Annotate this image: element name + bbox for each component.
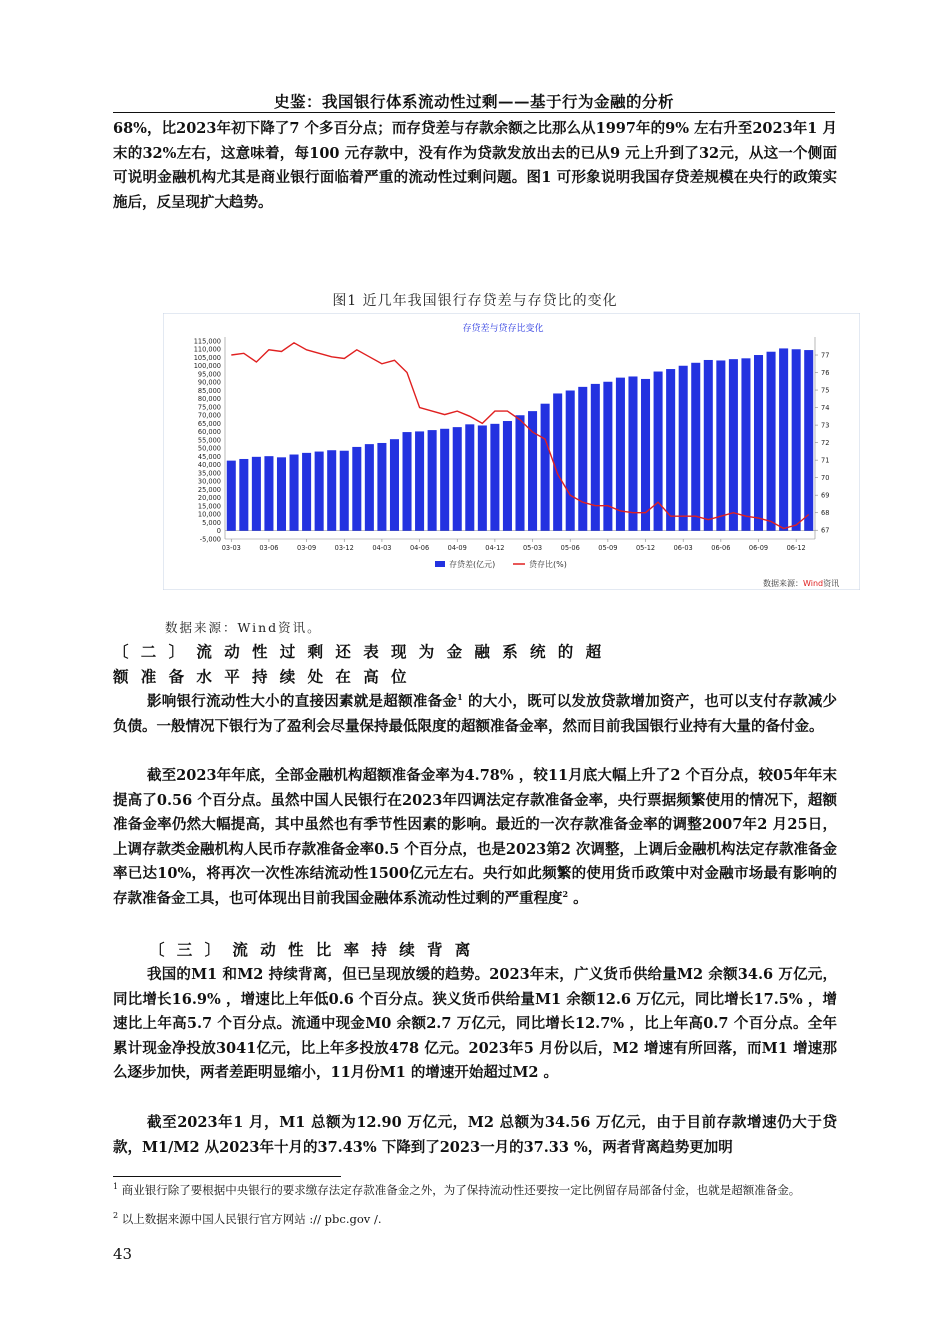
bar [628, 376, 637, 530]
paragraph-excess-reserve-1 [113, 690, 837, 739]
left-axis-tick-label: 80,000 [197, 395, 221, 404]
left-axis-tick-label: 55,000 [197, 436, 221, 445]
left-axis-tick-label: 15,000 [197, 502, 221, 511]
right-axis-tick-label: 69 [821, 491, 830, 500]
left-axis-tick-label: 65,000 [197, 419, 221, 428]
x-axis-tick-label: 05-03 [522, 544, 543, 552]
left-axis-tick-label: 75,000 [197, 403, 221, 412]
section-heading-2-line1: 〔二〕流动性过剩还表现为金融系统的超 [113, 642, 614, 661]
left-axis-tick-label: 0 [216, 527, 221, 536]
bar [440, 429, 449, 531]
bar [277, 457, 286, 530]
left-axis-tick-label: 25,000 [197, 485, 221, 494]
right-axis-tick-label: 67 [821, 526, 830, 535]
bar [553, 393, 562, 530]
left-axis-tick-label: 105,000 [193, 353, 221, 362]
left-axis-tick-label: 30,000 [197, 477, 221, 486]
bar [754, 355, 763, 531]
figure-caption: 图1 近几年我国银行存贷差与存贷比的变化 [332, 293, 618, 309]
bar [591, 384, 600, 531]
bar [578, 387, 587, 531]
bar [453, 427, 462, 531]
bar [679, 366, 688, 531]
bar [654, 372, 663, 531]
footnote-1 [113, 1184, 837, 1197]
left-axis-tick-label: 20,000 [197, 494, 221, 503]
left-axis-tick-label: 110,000 [193, 345, 221, 354]
left-axis-tick-label: 100,000 [193, 362, 221, 371]
bar [779, 348, 788, 530]
x-axis-tick-label: 06-03 [673, 544, 693, 552]
footnote-ref-2: 2 [562, 889, 569, 900]
bar [804, 350, 813, 531]
right-axis-tick-label: 70 [821, 473, 830, 482]
bar [239, 459, 248, 531]
bar [490, 424, 499, 531]
bar [729, 359, 738, 531]
x-axis-tick-label: 03-12 [334, 544, 354, 552]
bar [641, 379, 650, 531]
footnote-ref-1: 1 [457, 692, 463, 703]
right-axis-tick-label: 76 [821, 368, 830, 377]
bar [691, 363, 700, 531]
chart-source-brand: Wind [803, 579, 824, 588]
footnote-text: 商业银行除了要根据中央银行的要求缴存法定存款准备金之外，为了保持流动性还要按一定比例留存局部备付金，也就是超额准备金。 [121, 1183, 801, 1197]
x-axis-tick-label: 06-09 [748, 544, 769, 552]
right-axis-tick-label: 77 [821, 351, 830, 360]
chart-source-prefix: 数据来源： [763, 579, 803, 588]
right-axis-tick-label: 68 [821, 509, 830, 518]
x-axis-tick-label: 04-06 [409, 544, 430, 552]
x-axis-tick-label: 04-09 [447, 544, 467, 552]
bar [741, 358, 750, 530]
intro-paragraph: 68%，比2023年初下降了7 个多百分点；而存贷差与存款余额之比那么从1997年的9% 左右升至2023年1 月末的32%左右，这意味着，每100 元存款中，没有作为贷款发放出去的已从9 元上升到了32元，从这一个侧面可说明金融机构尤其是商业银行面临着严重的流动性过剩问题。图1 可形象说明我国存贷差规模在央行的政策实施后，反呈现扩大趋势。 [113, 120, 837, 211]
bar [227, 461, 236, 531]
bar [666, 369, 675, 531]
section-heading-2-line2: 额准备水平持续处在高位 [113, 667, 419, 686]
legend-label-line: 贷存比(%) [529, 560, 567, 569]
bar [352, 447, 361, 531]
bar [340, 451, 349, 531]
bar [478, 425, 487, 530]
left-axis-tick-label: 90,000 [197, 378, 221, 387]
x-axis-tick-label: 06-06 [711, 544, 731, 552]
bar [503, 421, 512, 531]
left-axis-tick-label: -5,000 [199, 535, 221, 544]
bar [792, 349, 801, 531]
bar [465, 424, 474, 530]
bar [252, 457, 261, 531]
x-axis-tick-label: 03-03 [221, 544, 241, 552]
chart-svg [163, 313, 860, 590]
left-axis-tick-label: 5,000 [202, 518, 221, 527]
bar [716, 360, 725, 530]
right-axis-tick-label: 71 [821, 456, 830, 465]
bar [390, 439, 399, 531]
paragraph-m1-m2-1: 我国的M1 和M2 持续背离，但已呈现放缓的趋势。2023年末，广义货币供给量M2 余额34.6 万亿元，同比增长16.9% ，增速比上年低0.6 个百分点。狭义货币供给量M1 余额12.6 万亿元，同比增长17.5% ，增速比上年高5.7 个百分点。流通中现金M0 余额2.7 万亿元，同比增长12.7% ，比上年高0.7 个百分点。全年累计现金净投放3041亿元，比上年多投放478 亿元。2023年5 月份以后，M2 增速有所回落，而M1 增速那么逐步加快，两者差距明显缩小，11月份M1 的增速开始超过M2 。 [113, 966, 837, 1082]
bar [415, 431, 424, 530]
bar [403, 432, 412, 531]
left-axis-tick-label: 70,000 [197, 411, 221, 420]
bar [566, 391, 575, 531]
bar [541, 404, 550, 531]
bar [302, 453, 311, 531]
figure-1-chart [163, 313, 860, 590]
bar [290, 455, 299, 531]
legend-bar-swatch [435, 561, 445, 567]
x-axis-tick-label: 05-09 [598, 544, 618, 552]
x-axis-tick-label: 03-06 [259, 544, 279, 552]
paragraph-text: 截至2023年年底，全部金融机构超额准备金率为4.78% ，较11月底大幅上升了2 个百分点，较05年年末提高了0.56 个百分点。虽然中国人民银行在2023年四调法定存款准备金率，央行票据频繁使用的情况下，超额准备金率仍然大幅提高，其中虽然也有季节性因素的影响。最近的一次存款准备金率的调整2007年2 月25日，上调存款类金融机构人民币存款准备金率0.5 个百分点，也是2023第2 次调整，上调后金融机构法定存款准备金率已达10%，将再次一次性冻结流动性1500亿元左右。央行如此频繁的使用货币政策中对金融市场最有影响的存款准备金工具，也可体现出目前我国金融体系流动性过剩的严重程度 [113, 767, 837, 907]
bar [315, 452, 324, 531]
bar [767, 352, 776, 531]
bar [377, 443, 386, 531]
paragraph-text: 影响银行流动性大小的直接因素就是超额准备金 [147, 693, 458, 710]
left-axis-tick-label: 60,000 [197, 428, 221, 437]
paragraph-m1-m2-2: 截至2023年1 月，M1 总额为12.90 万亿元，M2 总额为34.56 万亿元，由于目前存款增速仍大于贷款，M1/M2 从2023年十月的37.43% 下降到了2023一月的37.33 %，两者背离趋势更加明 [113, 1114, 837, 1156]
chart-title: 存贷差与贷存比变化 [462, 324, 544, 334]
bar [327, 450, 336, 531]
bar [616, 378, 625, 531]
bar [704, 360, 713, 531]
page-number: 43 [113, 1245, 133, 1263]
left-axis-tick-label: 50,000 [197, 444, 221, 453]
bar [603, 382, 612, 531]
right-axis-tick-label: 74 [821, 403, 830, 412]
chart-source-suffix: 资讯 [823, 579, 840, 588]
left-axis-tick-label: 85,000 [197, 386, 221, 395]
figure-source: 数据来源：Wind资讯。 [165, 620, 322, 635]
footnote-2 [113, 1213, 837, 1226]
left-axis-tick-label: 40,000 [197, 461, 221, 470]
x-axis-tick-label: 03-09 [297, 544, 317, 552]
right-axis-tick-label: 75 [821, 386, 830, 395]
footnote-mark-1: 1 [113, 1182, 119, 1192]
left-axis-tick-label: 45,000 [197, 452, 221, 461]
paragraph-excess-reserve-2 [113, 764, 837, 912]
paragraph-text: 的大小，既可以发放贷款增加资产，也可以支付存款减少负债。一般情况下银行为了盈利会尽量保持最低限度的超额准备金率，然而目前我国银行业持有大量的备付金。 [113, 693, 838, 735]
bar [515, 415, 524, 531]
running-header: 史鉴：我国银行体系流动性过剩——基于行为金融的分析 [273, 92, 674, 111]
x-axis-tick-label: 04-03 [372, 544, 392, 552]
legend-label-bar: 存贷差(亿元) [449, 560, 496, 569]
bar [264, 456, 273, 531]
left-axis-tick-label: 10,000 [197, 510, 221, 519]
left-axis-tick-label: 35,000 [197, 469, 221, 478]
section-heading-3: 〔三〕流动性比率持续背离 [149, 940, 483, 959]
footnote-mark-2: 2 [113, 1211, 119, 1221]
right-axis-tick-label: 73 [821, 421, 830, 430]
left-axis-tick-label: 115,000 [193, 337, 221, 346]
right-axis-tick-label: 72 [821, 438, 830, 447]
bar [428, 430, 437, 531]
x-axis-tick-label: 06-12 [786, 544, 806, 552]
x-axis-tick-label: 05-06 [560, 544, 580, 552]
paragraph-text: 。 [568, 889, 588, 907]
chart-source-note [763, 578, 839, 588]
left-axis-tick-label: 95,000 [197, 370, 221, 379]
footnote-text: 以上数据来源中国人民银行官方网站 :// pbc.gov /. [121, 1212, 382, 1226]
x-axis-tick-label: 04-12 [485, 544, 505, 552]
x-axis-tick-label: 05-12 [635, 544, 656, 552]
header-rule [113, 112, 835, 113]
bar [365, 444, 374, 531]
footnote-rule [113, 1176, 341, 1177]
